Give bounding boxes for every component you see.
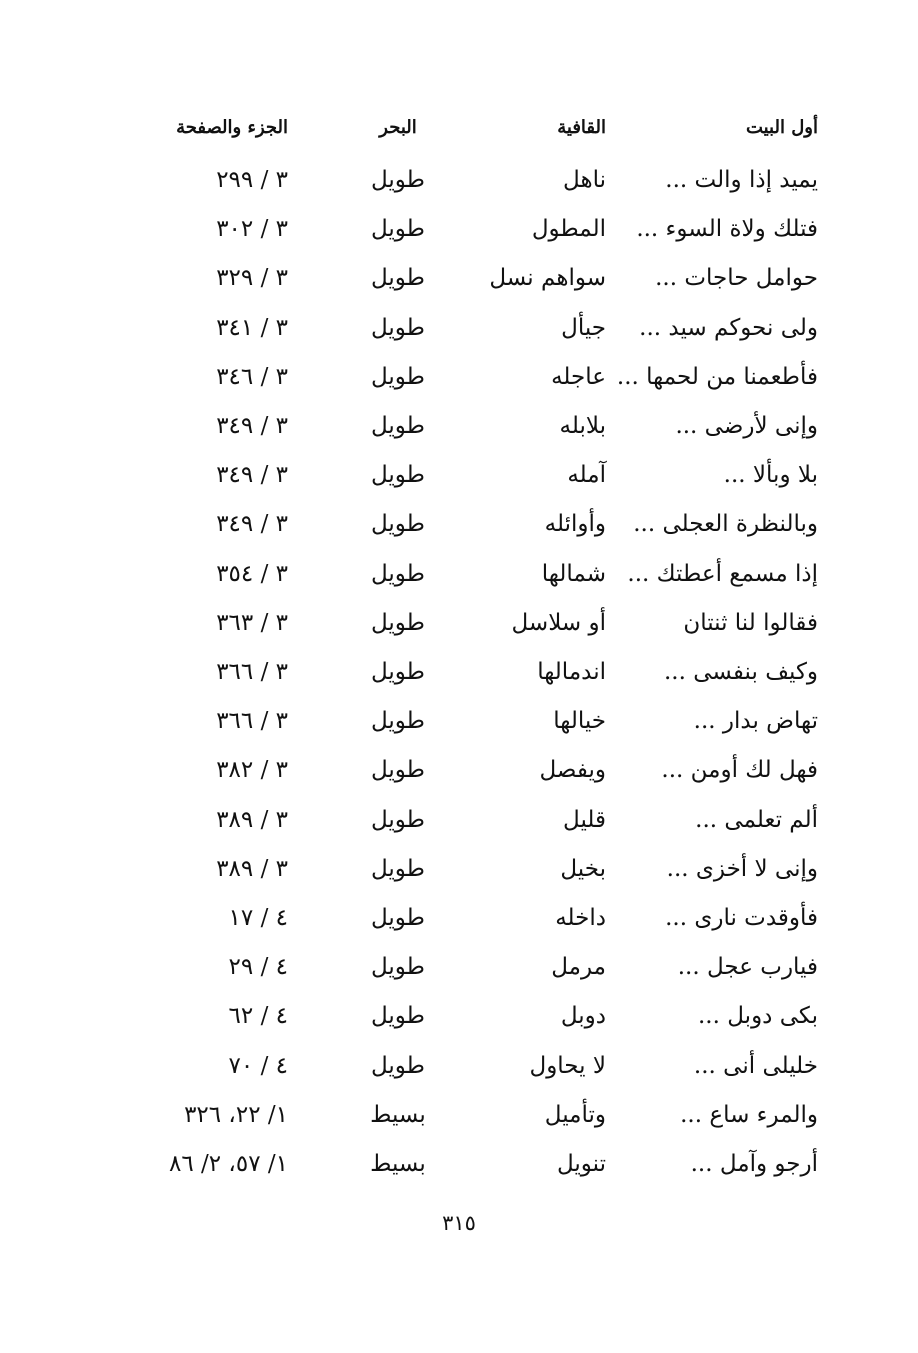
rhyme-cell: شمالها [541, 561, 606, 587]
first-verse-cell: فهل لك أومن ... [661, 757, 818, 783]
volume-page-cell: ٣ / ٣٤٩ [216, 511, 288, 537]
meter-cell: طويل [370, 1053, 425, 1079]
table-row [0, 502, 918, 546]
first-verse-cell: خليلى أنى ... [693, 1053, 818, 1079]
first-verse-cell: إذا مسمع أعطتك ... [627, 561, 818, 587]
first-verse-cell: وبالنظرة العجلى ... [633, 511, 818, 537]
rhyme-cell: بخيل [560, 856, 606, 882]
meter-cell: طويل [370, 167, 425, 193]
volume-page-cell: ٣ / ٣٠٢ [216, 216, 288, 242]
first-verse-cell: تهاض بدار ... [693, 708, 818, 734]
rhyme-cell: مرمل [551, 954, 606, 980]
rhyme-cell: دوبل [560, 1003, 606, 1029]
table-row [0, 1093, 918, 1137]
volume-page-cell: ١/ ٥٧، ٢/ ٨٦ [168, 1151, 288, 1177]
header-rhyme: القافية [557, 117, 606, 138]
first-verse-cell: وإنى لأرضى ... [675, 413, 818, 439]
volume-page-cell: ٣ / ٢٩٩ [216, 167, 288, 193]
table-row [0, 355, 918, 399]
volume-page-cell: ٤ / ١٧ [228, 905, 288, 931]
rhyme-cell: عاجله [551, 364, 606, 390]
meter-cell: طويل [370, 708, 425, 734]
table-row [0, 207, 918, 251]
first-verse-cell: فيارب عجل ... [677, 954, 818, 980]
first-verse-cell: وكيف بنفسى ... [663, 659, 818, 685]
volume-page-cell: ٣ / ٣٤٩ [216, 413, 288, 439]
first-verse-cell: فقالوا لنا ثنتان [683, 610, 818, 636]
meter-cell: طويل [370, 413, 425, 439]
meter-cell: طويل [370, 954, 425, 980]
table-row [0, 1142, 918, 1186]
rhyme-cell: جيأل [561, 315, 606, 341]
meter-cell: بسيط [370, 1102, 426, 1128]
rhyme-cell: قليل [563, 807, 606, 833]
first-verse-cell: فتلك ولاة السوء ... [636, 216, 818, 242]
meter-cell: طويل [370, 659, 425, 685]
table-row [0, 552, 918, 596]
meter-cell: طويل [370, 511, 425, 537]
table-row [0, 601, 918, 645]
header-first-verse: أول البيت [745, 117, 818, 138]
table-row [0, 847, 918, 891]
table-row [0, 650, 918, 694]
rhyme-cell: ناهل [563, 167, 606, 193]
table-header [0, 106, 918, 150]
meter-cell: بسيط [370, 1151, 426, 1177]
rhyme-cell: تنويل [556, 1151, 606, 1177]
rhyme-cell: وأوائله [544, 511, 606, 537]
rhyme-cell: أو سلاسل [511, 610, 606, 636]
volume-page-cell: ٤ / ٢٩ [228, 954, 288, 980]
table-row [0, 798, 918, 842]
header-meter: البحر [379, 117, 417, 138]
volume-page-cell: ٣ / ٣٤٩ [216, 462, 288, 488]
first-verse-cell: فأوقدت نارى ... [665, 905, 818, 931]
header-volume-page: الجزء والصفحة [176, 117, 288, 138]
meter-cell: طويل [370, 1003, 425, 1029]
rhyme-cell: ويفصل [539, 757, 606, 783]
first-verse-cell: ولى نحوكم سيد ... [639, 315, 818, 341]
table-row [0, 1044, 918, 1088]
first-verse-cell: وإنى لا أخزى ... [666, 856, 818, 882]
table-row [0, 404, 918, 448]
meter-cell: طويل [370, 856, 425, 882]
rhyme-cell: خيالها [553, 708, 606, 734]
table-row [0, 994, 918, 1038]
volume-page-cell: ٣ / ٣٦٣ [216, 610, 288, 636]
volume-page-cell: ٣ / ٣٨٩ [216, 807, 288, 833]
first-verse-cell: والمرء ساع ... [680, 1102, 818, 1128]
page-number: ٣١٥ [442, 1211, 476, 1235]
volume-page-cell: ٣ / ٣٤٦ [216, 364, 288, 390]
first-verse-cell: بلا وبألا ... [723, 462, 818, 488]
rhyme-cell: آمله [567, 462, 606, 488]
table-row [0, 896, 918, 940]
rhyme-cell: وتأميل [544, 1102, 606, 1128]
first-verse-cell: فأطعمنا من لحمها ... [616, 364, 818, 390]
first-verse-cell: يميد إذا والت ... [665, 167, 818, 193]
table-row [0, 256, 918, 300]
table-row [0, 748, 918, 792]
volume-page-cell: ١/ ٢٢، ٣٢٦ [184, 1102, 288, 1128]
volume-page-cell: ٣ / ٣٦٦ [216, 659, 288, 685]
rhyme-cell: بلابله [559, 413, 606, 439]
rhyme-cell: لا يحاول [529, 1053, 606, 1079]
table-row [0, 453, 918, 497]
first-verse-cell: بكى دوبل ... [698, 1003, 818, 1029]
volume-page-cell: ٣ / ٣٨٢ [216, 757, 288, 783]
volume-page-cell: ٣ / ٣٨٩ [216, 856, 288, 882]
volume-page-cell: ٣ / ٣٤١ [216, 315, 288, 341]
volume-page-cell: ٤ / ٧٠ [228, 1053, 288, 1079]
meter-cell: طويل [370, 265, 425, 291]
meter-cell: طويل [370, 462, 425, 488]
volume-page-cell: ٤ / ٦٢ [228, 1003, 288, 1029]
volume-page-cell: ٣ / ٣٥٤ [216, 561, 288, 587]
table-row [0, 306, 918, 350]
meter-cell: طويل [370, 757, 425, 783]
table-row [0, 699, 918, 743]
table-row [0, 945, 918, 989]
meter-cell: طويل [370, 807, 425, 833]
meter-cell: طويل [370, 315, 425, 341]
meter-cell: طويل [370, 216, 425, 242]
first-verse-cell: أرجو وآمل ... [690, 1151, 818, 1177]
first-verse-cell: حوامل حاجات ... [655, 265, 818, 291]
rhyme-cell: اندمالها [537, 659, 606, 685]
volume-page-cell: ٣ / ٣٢٩ [216, 265, 288, 291]
rhyme-cell: داخله [555, 905, 606, 931]
first-verse-cell: ألم تعلمى ... [695, 807, 818, 833]
rhyme-cell: المطول [531, 216, 606, 242]
rhyme-cell: سواهم نسل [489, 265, 606, 291]
table-row [0, 158, 918, 202]
meter-cell: طويل [370, 610, 425, 636]
volume-page-cell: ٣ / ٣٦٦ [216, 708, 288, 734]
meter-cell: طويل [370, 905, 425, 931]
meter-cell: طويل [370, 364, 425, 390]
meter-cell: طويل [370, 561, 425, 587]
